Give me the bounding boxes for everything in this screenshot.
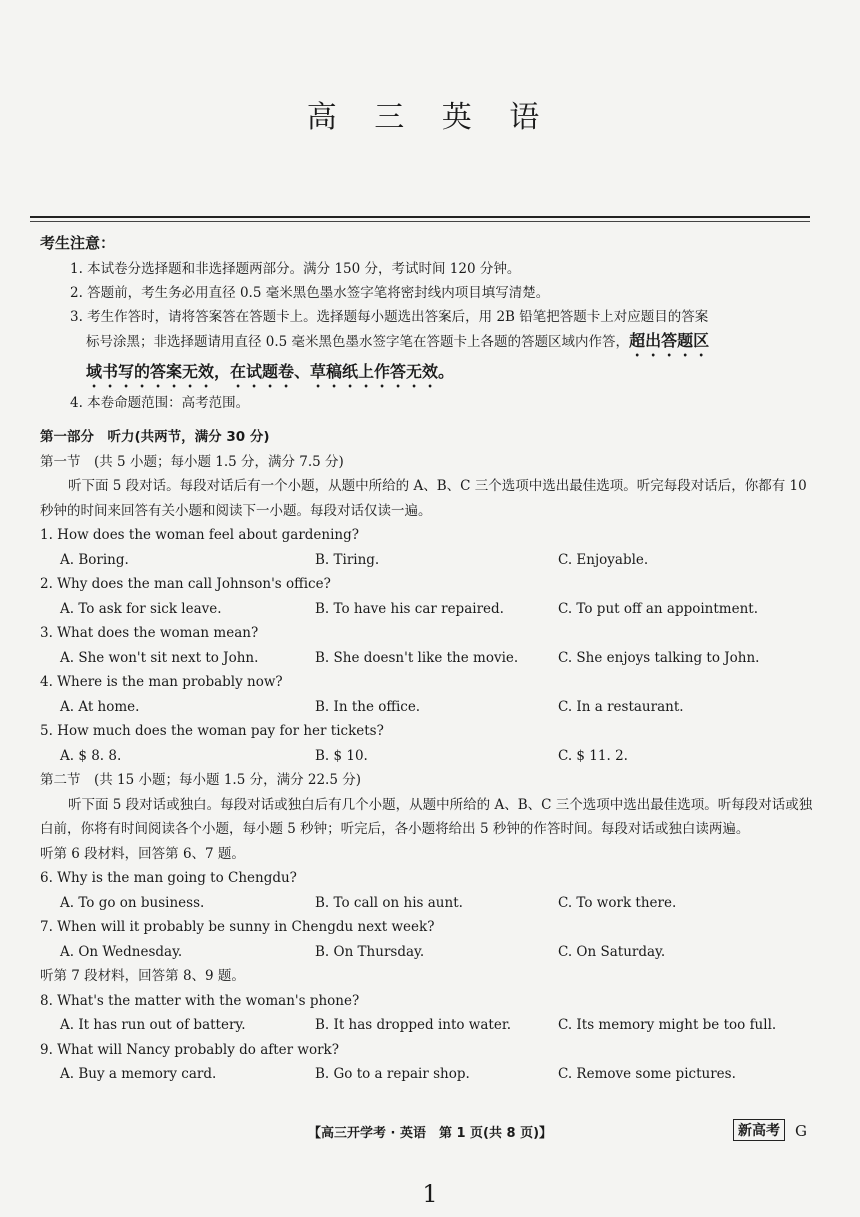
question-5 [40, 719, 820, 768]
section2-heading: 第二节 (共 15 小题；每小题 1.5 分，满分 22.5 分) [40, 772, 361, 788]
version-letter: G [795, 1122, 807, 1140]
header-rule-thin [30, 221, 810, 222]
question-text: 1. How does the woman feel about gardening? [40, 527, 359, 543]
notice-period: 。 [438, 362, 455, 381]
option-b: B. $ 10. [315, 747, 368, 764]
option-a: A. She won't sit next to John. [60, 649, 259, 666]
option-a: A. To ask for sick leave. [60, 600, 222, 617]
page-footer: 【高三开学考 · 英语 第 1 页(共 8 页)】 [307, 1126, 553, 1141]
option-c: C. To work there. [558, 894, 677, 911]
notice-heading: 考生注意： [40, 234, 116, 252]
document-title: 高 三 英 语 [306, 100, 554, 135]
question-8 [40, 989, 820, 1038]
option-c: C. On Saturday. [558, 943, 666, 960]
option-c: C. Enjoyable. [558, 551, 649, 568]
section1-heading: 第一节 (共 5 小题；每小题 1.5 分，满分 7.5 分) [40, 453, 344, 470]
option-a: A. $ 8. 8. [60, 747, 122, 764]
question-9 [40, 1038, 820, 1087]
option-a: A. At home. [60, 698, 140, 715]
question-text: 2. Why does the man call Johnson's office? [40, 576, 331, 592]
section1-instructions: 听下面 5 段对话。每段对话后有一个小题，从题中所给的 A、B、C 三个选项中选出最佳选项。听完每段对话后，你都有 10 秒钟的时间来回答有关小题和阅读下一小题。每段对话仅读一遍。 [40, 478, 807, 519]
notice-item-3-text: 标号涂黑；非选择题请用直径 0.5 毫米黑色墨水签字笔在答题卡上各题的答题区域内作答， [86, 334, 630, 350]
option-c: C. In a restaurant. [558, 698, 684, 715]
notice-item-3-line2 [86, 329, 820, 360]
option-b: B. On Thursday. [315, 943, 425, 960]
header-rule [30, 216, 810, 218]
notice-comma: ， [214, 362, 231, 381]
option-c: C. Its memory might be too full. [558, 1017, 777, 1033]
option-b: B. To call on his aunt. [315, 894, 463, 911]
question-text: 5. How much does the woman pay for her tickets? [40, 723, 384, 739]
question-text: 8. What's the matter with the woman's phone? [40, 992, 360, 1009]
option-c: C. Remove some pictures. [558, 1066, 736, 1082]
notice-item-3-emphasis: 超出答题区 [629, 331, 710, 350]
notice-emphasis-b: 在试题卷、草稿纸上作答无效 [230, 362, 439, 381]
question-3 [40, 621, 820, 670]
option-a: A. It has run out of battery. [60, 1017, 246, 1033]
question-text: 3. What does the woman mean? [40, 625, 259, 641]
option-a: A. To go on business. [60, 894, 205, 911]
notice-item-2: 2. 答题前，考生务必用直径 0.5 毫米黑色墨水签字笔将密封线内项目填写清楚。 [70, 285, 550, 301]
part1-heading: 第一部分 听力(共两节，满分 30 分) [40, 429, 270, 445]
question-text: 7. When will it probably be sunny in Chengdu next week? [40, 919, 435, 935]
question-1 [40, 523, 820, 572]
question-text: 4. Where is the man probably now? [40, 674, 283, 690]
notice-item-1: 1. 本试卷分选择题和非选择题两部分。满分 150 分，考试时间 120 分钟。 [70, 261, 521, 277]
question-text: 9. What will Nancy probably do after work? [40, 1041, 339, 1058]
page-number: 1 [422, 1180, 438, 1208]
option-b: B. Go to a repair shop. [315, 1066, 470, 1082]
option-b: B. She doesn't like the movie. [315, 649, 519, 666]
question-7 [40, 915, 820, 964]
material-7-label: 听第 7 段材料，回答第 8、9 题。 [40, 968, 245, 984]
question-text: 6. Why is the man going to Chengdu? [40, 870, 297, 886]
option-b: B. It has dropped into water. [315, 1017, 512, 1033]
option-b: B. In the office. [315, 698, 421, 715]
option-a: A. On Wednesday. [60, 943, 183, 960]
notice-block [40, 232, 820, 415]
option-a: A. Boring. [60, 551, 129, 568]
notice-item-3-line3 [86, 360, 820, 391]
question-6 [40, 866, 820, 915]
option-b: B. To have his car repaired. [315, 600, 504, 617]
option-a: A. Buy a memory card. [60, 1066, 217, 1082]
notice-emphasis-a: 域书写的答案无效 [86, 362, 215, 381]
question-4 [40, 670, 820, 719]
section2-instructions: 听下面 5 段对话或独白。每段对话或独白后有几个小题，从题中所给的 A、B、C 三个选项中选出最佳选项。听每段对话或独白前，你将有时间阅读各个小题，每小题 5 秒钟；听完后，各小题将给出 5 秒钟的作答时间。每段对话或独白读两遍。 [40, 796, 813, 837]
option-c: C. She enjoys talking to John. [558, 649, 760, 666]
part1-section [40, 425, 820, 1087]
material-6-label: 听第 6 段材料，回答第 6、7 题。 [40, 845, 245, 862]
option-c: C. $ 11. 2. [558, 747, 628, 764]
notice-item-3-line1: 3. 考生作答时，请将答案答在答题卡上。选择题每小题选出答案后，用 2B 铅笔把答题卡上对应题目的答案 [70, 309, 709, 325]
exam-type-badge: 新高考 [733, 1119, 785, 1141]
option-b: B. Tiring. [315, 551, 380, 568]
question-2 [40, 572, 820, 621]
option-c: C. To put off an appointment. [558, 600, 759, 617]
notice-item-4: 4. 本卷命题范围：高考范围。 [70, 395, 250, 411]
